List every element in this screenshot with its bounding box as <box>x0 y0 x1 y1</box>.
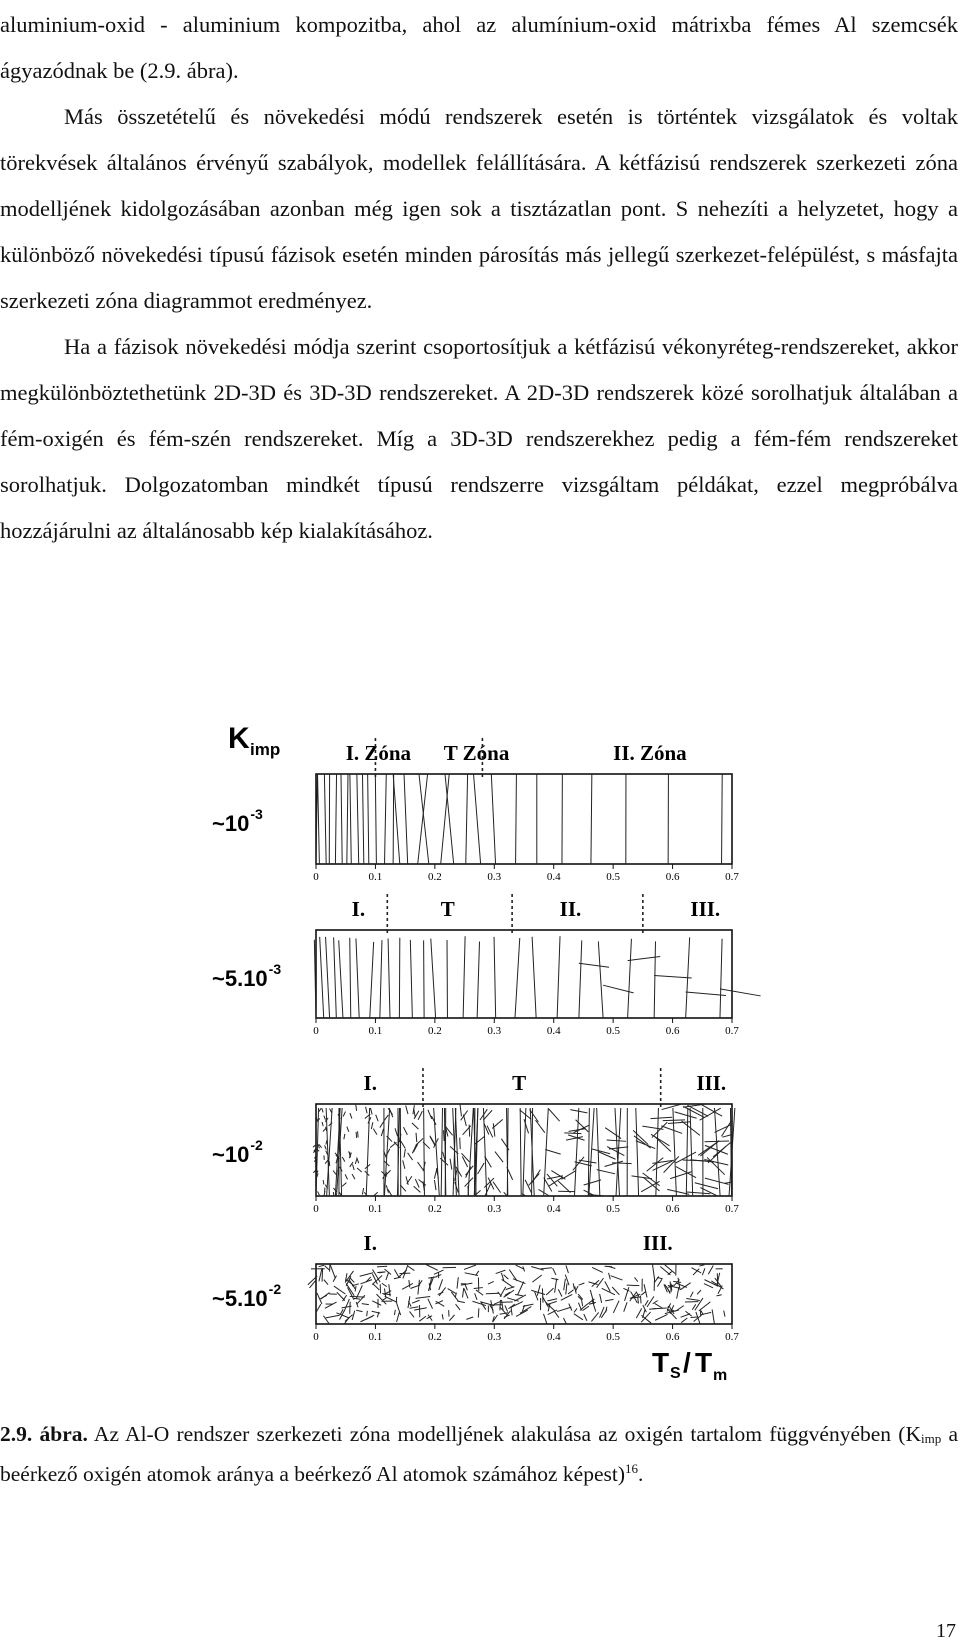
tick-label: 0.1 <box>368 1203 383 1215</box>
zone-label: III. <box>642 1231 673 1255</box>
strip-texture <box>313 1104 735 1196</box>
tick-label: 0.4 <box>546 1331 561 1343</box>
tick-label: 0.2 <box>427 1025 442 1037</box>
panel-2 <box>212 894 761 1037</box>
k-value: ~10 <box>212 1142 250 1167</box>
strip-texture <box>316 774 722 864</box>
page-number: 17 <box>936 1620 956 1642</box>
x-axis-label-2: T <box>695 1347 713 1378</box>
y-axis-sub: imp <box>250 740 281 759</box>
caption-text-before: Az Al-O rendszer szerkezeti zóna modelljének alakulása az oxigén tartalom függvényében (K <box>87 1422 921 1446</box>
tick-label: 0.7 <box>725 1203 739 1215</box>
tick-label: 0.1 <box>368 871 383 883</box>
k-value: ~5.10 <box>212 966 268 991</box>
strip-frame <box>316 930 732 1018</box>
tick-label: 0.3 <box>487 1331 502 1343</box>
paragraph-3: Ha a fázisok növekedési módja szerint csoportosítjuk a kétfázisú vékonyréteg-rendszereket, akkor megkülönböztethetünk 2D-3D és 3D-3D rendszereket. A 2D-3D rendszerek közé sorolhatjuk általában a fém-oxigén és fém-szén rendszereket. Míg a 3D-3D rendszerekhez pedig a fém-fém rendszereket sorolhatjuk. Dolgozatomban mindkét típusú rendszerre vizsgáltam példákat, ezzel megpróbálva hozzájárulni az általánosabb kép kialakításához. <box>0 334 958 543</box>
caption-end: . <box>638 1462 644 1487</box>
tick-label: 0 <box>313 1331 319 1343</box>
k-value: ~5.10 <box>212 1286 268 1311</box>
tick-label: 0.2 <box>427 1203 442 1215</box>
strip-frame <box>316 774 732 864</box>
tick-label: 0.4 <box>546 1203 561 1215</box>
zone-label: I. Zóna <box>345 741 412 765</box>
tick-label: 0.5 <box>606 1025 621 1037</box>
zone-label: II. <box>559 897 582 921</box>
zone-label: T <box>440 897 455 921</box>
tick-label: 0.3 <box>487 1203 502 1215</box>
zone-label: II. Zóna <box>613 741 687 765</box>
k-exp: -2 <box>250 1137 263 1153</box>
tick-label: 0.5 <box>606 1203 621 1215</box>
tick-label: 0.3 <box>487 1025 502 1037</box>
tick-label: 0.2 <box>427 871 442 883</box>
x-axis-slash: / <box>683 1347 691 1378</box>
zone-label: T Zóna <box>443 741 510 765</box>
tick-label: 0 <box>313 871 319 883</box>
zone-label: T <box>512 1071 527 1095</box>
paragraph-1: aluminium-oxid - aluminium kompozitba, ahol az alumínium-oxid mátrixba fémes Al szemcsék ágyazódnak be (2.9. ábra). <box>0 12 958 83</box>
x-axis-sub-num: S <box>670 1365 681 1382</box>
caption-ref: 16 <box>625 1461 639 1476</box>
tick-label: 0.4 <box>546 871 561 883</box>
caption-text-after: a beérkező oxigén atomok aránya a beérkező Al atomok számához képest) <box>0 1422 959 1487</box>
figure-caption <box>0 1419 958 1489</box>
panel-4 <box>212 1231 739 1343</box>
tick-label: 0.6 <box>665 1331 680 1343</box>
strip-texture <box>308 1264 725 1324</box>
tick-label: 0 <box>313 1025 319 1037</box>
tick-label: 0.1 <box>368 1331 383 1343</box>
tick-label: 0.2 <box>427 1331 442 1343</box>
zone-label: III. <box>696 1071 727 1095</box>
tick-label: 0.6 <box>665 1025 680 1037</box>
tick-label: 0.7 <box>725 1025 739 1037</box>
zone-label: III. <box>690 897 721 921</box>
tick-label: 0.7 <box>725 871 739 883</box>
tick-label: 0.7 <box>725 1331 739 1343</box>
k-exp: -2 <box>268 1281 282 1297</box>
k-value: ~10 <box>212 811 250 836</box>
panel-3 <box>212 1068 739 1215</box>
k-exp: -3 <box>250 806 263 822</box>
k-exp: -3 <box>268 961 282 977</box>
x-axis-sub-den: m <box>713 1367 728 1384</box>
zone-label: I. <box>363 1071 377 1095</box>
tick-label: 0.4 <box>546 1025 561 1037</box>
caption-label: 2.9. ábra. <box>0 1422 88 1446</box>
tick-label: 0.6 <box>665 1203 680 1215</box>
tick-label: 0.5 <box>606 1331 621 1343</box>
zone-label: I. <box>351 897 366 921</box>
x-axis-label: T <box>652 1347 670 1378</box>
paragraph-2: Más összetételű és növekedési módú rendszerek esetén is történtek vizsgálatok és voltak törekvések általános érvényű szabályok, modellek felállítására. A kétfázisú rendszerek szerkezeti zóna modelljének kidolgozásában azonban még igen sok a tisztázatlan pont. S nehezíti a helyzetet, hogy a különböző növekedési típusú fázisok esetén minden párosítás más jellegű szerkezet-felépülést, s másfajta szerkezeti zóna diagrammot eredményez. <box>0 104 958 313</box>
strip-texture <box>314 936 760 1018</box>
tick-label: 0.3 <box>487 871 502 883</box>
tick-label: 0 <box>313 1203 319 1215</box>
tick-label: 0.5 <box>606 871 621 883</box>
panel-1 <box>212 738 739 883</box>
tick-label: 0.6 <box>665 871 680 883</box>
y-axis-label: K <box>228 722 250 755</box>
caption-sub: imp <box>920 1431 942 1446</box>
tick-label: 0.1 <box>368 1025 383 1037</box>
zone-label: I. <box>363 1231 377 1255</box>
